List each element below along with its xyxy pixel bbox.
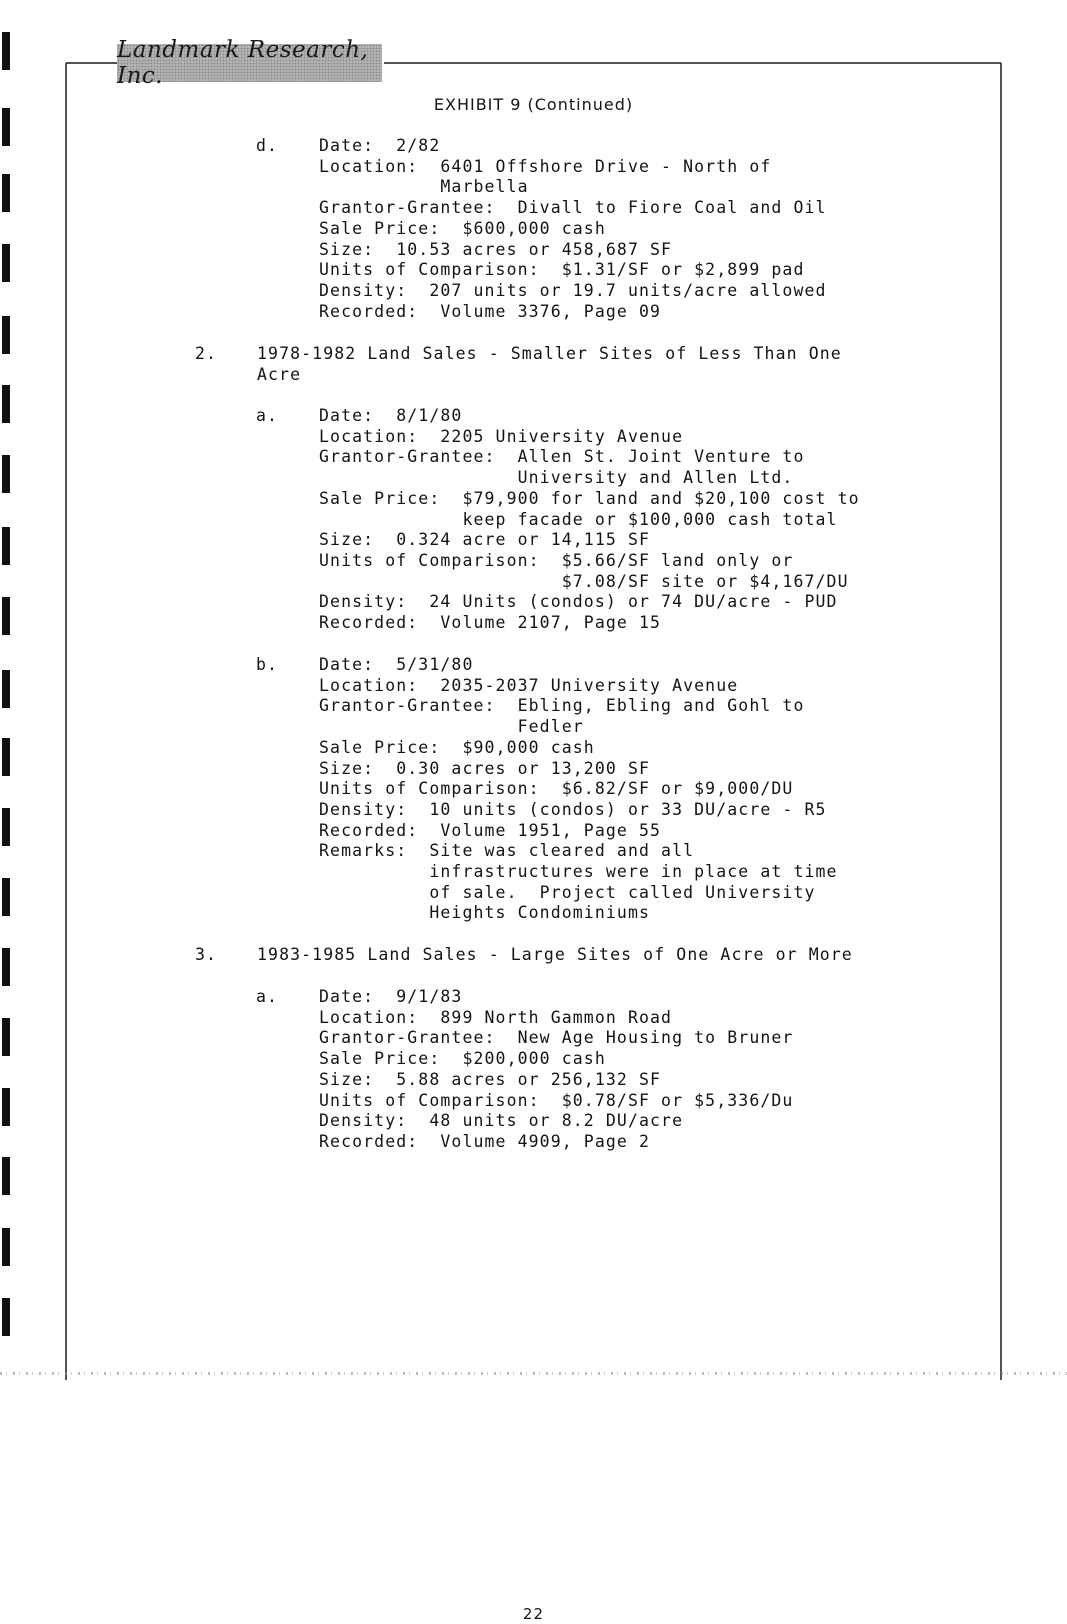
entry-line: Location: 6401 Offshore Drive - North of (319, 156, 772, 176)
entry-line: Location: 2035-2037 University Avenue (319, 675, 739, 695)
entry-line: University and Allen Ltd. (319, 468, 794, 488)
entry-line: 1983-1985 Land Sales - Large Sites of One Acre or More (257, 945, 853, 964)
entry-line: Density: 10 units (condos) or 33 DU/acre - R5 (319, 799, 827, 819)
entry-line: Density: 207 units or 19.7 units/acre allowed (319, 280, 827, 300)
entry-line: Sale Price: $600,000 cash (319, 218, 606, 238)
entry-line: Date: 9/1/83 (319, 987, 463, 1006)
entry-marker: 3. (195, 945, 218, 964)
entry-line: Remarks: Site was cleared and all (319, 841, 695, 861)
entry-line: 1978-1982 Land Sales - Smaller Sites of Less Than One (257, 344, 842, 363)
page-number: 22 (522, 1605, 545, 1623)
company-logo: Landmark Research, Inc. (117, 44, 382, 82)
entry-line: Grantor-Grantee: Ebling, Ebling and Gohl to (319, 696, 805, 716)
entry-line: Grantor-Grantee: Divall to Fiore Coal and Oil (319, 198, 827, 218)
entry-line: Recorded: Volume 3376, Page 09 (319, 301, 662, 321)
entry-line: Location: 2205 University Avenue (319, 426, 684, 446)
entry-marker: a. (256, 987, 279, 1006)
entry-line: keep facade or $100,000 cash total (319, 509, 838, 529)
entry-line: Density: 24 Units (condos) or 74 DU/acre - PUD (319, 592, 838, 612)
entry-line: Acre (257, 364, 302, 384)
entry-line: Units of Comparison: $5.66/SF land only or (319, 550, 794, 570)
entry-marker: d. (256, 136, 279, 155)
entry-line: Size: 5.88 acres or 256,132 SF (319, 1069, 662, 1089)
entry-line: Fedler (319, 717, 584, 737)
entry-line: Location: 899 North Gammon Road (319, 1007, 673, 1027)
entry-line: Grantor-Grantee: New Age Housing to Bruner (319, 1028, 794, 1048)
entry-line: Units of Comparison: $1.31/SF or $2,899 pad (319, 260, 805, 280)
entry-line: Date: 8/1/80 (319, 406, 463, 425)
entry-line: Sale Price: $200,000 cash (319, 1049, 606, 1069)
entry-marker: a. (256, 406, 279, 425)
entry-line: infrastructures were in place at time (319, 862, 838, 881)
entry-line: $7.08/SF site or $4,167/DU (319, 571, 849, 591)
entry-line: Sale Price: $90,000 cash (319, 737, 595, 757)
entry-line: Sale Price: $79,900 for land and $20,100 cost to (319, 488, 860, 508)
exhibit-title: EXHIBIT 9 (Continued) (433, 95, 634, 114)
entry-line: Units of Comparison: $6.82/SF or $9,000/DU (319, 779, 794, 799)
entry-line: Recorded: Volume 2107, Page 15 (319, 613, 662, 632)
entry-line: Heights Condominiums (319, 903, 651, 923)
entry-marker: b. (256, 655, 279, 674)
entry-line: Date: 5/31/80 (319, 655, 474, 674)
entry-line: Grantor-Grantee: Allen St. Joint Venture to (319, 447, 805, 467)
entry-line: Units of Comparison: $0.78/SF or $5,336/Du (319, 1090, 794, 1110)
entry-line: Marbella (319, 177, 529, 197)
entry-line: Size: 10.53 acres or 458,687 SF (319, 239, 673, 259)
entry-line: Date: 2/82 (319, 136, 441, 155)
entry-line: Density: 48 units or 8.2 DU/acre (319, 1111, 684, 1131)
entry-line: Recorded: Volume 1951, Page 55 (319, 820, 662, 840)
entry-marker: 2. (195, 344, 218, 363)
entry-line: Size: 0.30 acres or 13,200 SF (319, 758, 651, 778)
entry-line: Size: 0.324 acre or 14,115 SF (319, 530, 651, 550)
scan-edge (0, 1372, 1067, 1375)
entry-line: of sale. Project called University (319, 882, 816, 902)
entry-line: Recorded: Volume 4909, Page 2 (319, 1131, 651, 1151)
